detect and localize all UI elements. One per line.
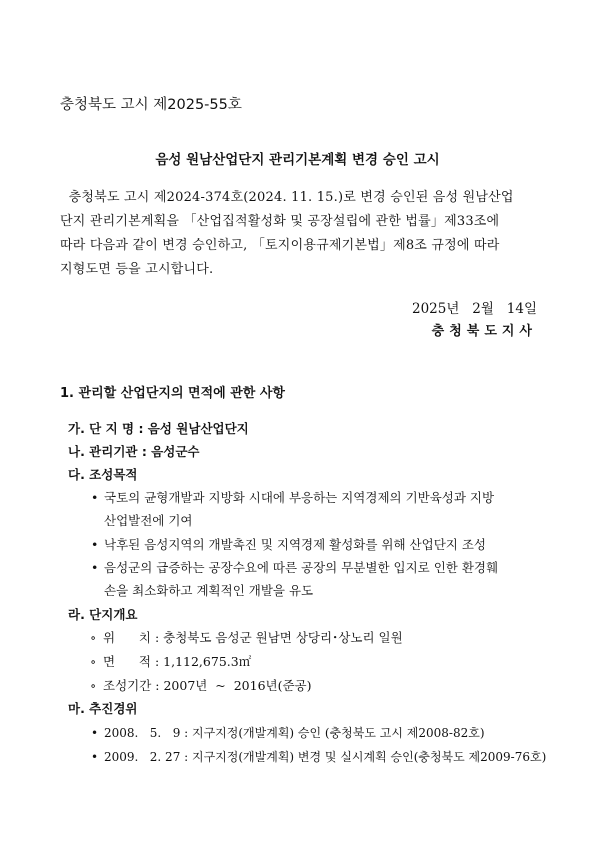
history-entry-2 bbox=[91, 748, 546, 765]
body-line-1: 충청북도 고시 제2024-374호(2024. 11. 15.)로 변경 승인된 음성 원남산업 bbox=[60, 190, 514, 205]
overview-text: 조성기간 : 2007년 ~ 2016년(준공) bbox=[103, 678, 312, 693]
item-managing-agency: 나. 관리기관 : 음성군수 bbox=[68, 444, 200, 459]
purpose-bullet-1-cont: 산업발전에 기여 bbox=[104, 513, 193, 528]
purpose-bullet-2 bbox=[91, 535, 486, 553]
purpose-bullet-1 bbox=[91, 488, 494, 506]
document-title: 음성 원남산업단지 관리기본계획 변경 승인 고시 bbox=[155, 152, 440, 168]
body-line-3: 따라 다음과 같이 변경 승인하고, 「토지이용규제기본법」제8조 규정에 따라 bbox=[60, 238, 500, 253]
notice-date: 2025년 2월 14일 bbox=[412, 301, 537, 317]
overview-area bbox=[90, 652, 251, 670]
bullet-icon: • bbox=[91, 537, 99, 552]
item-overview-heading: 라. 단지개요 bbox=[68, 607, 138, 622]
notice-number: 충청북도 고시 제2025-55호 bbox=[60, 97, 242, 113]
circle-bullet-icon: ∘ bbox=[90, 654, 97, 669]
body-line-4: 지형도면 등을 고시합니다. bbox=[60, 262, 214, 277]
bullet-icon: • bbox=[91, 726, 99, 740]
bullet-icon: • bbox=[91, 490, 99, 505]
bullet-icon: • bbox=[91, 560, 99, 575]
overview-text: 면 적 : 1,112,675.3㎡ bbox=[103, 654, 252, 669]
history-entry-1 bbox=[91, 724, 485, 741]
overview-period bbox=[90, 676, 312, 694]
history-text: 2009. 2. 27 : 지구지정(개발계획) 변경 및 실시계획 승인(충청북도 제2009-76호) bbox=[104, 750, 547, 764]
section-1-title: 1. 관리할 산업단지의 면적에 관한 사항 bbox=[60, 386, 285, 401]
history-text: 2008. 5. 9 : 지구지정(개발계획) 승인 (충청북도 고시 제2008-82호) bbox=[104, 726, 485, 740]
overview-text: 위 치 : 충청북도 음성군 원남면 상당리･상노리 일원 bbox=[103, 630, 403, 645]
issuer-governor: 충청북도지사 bbox=[431, 324, 537, 339]
bullet-icon: • bbox=[91, 750, 99, 764]
item-complex-name: 가. 단 지 명 : 음성 원남산업단지 bbox=[68, 421, 249, 436]
purpose-text: 음성군의 급증하는 공장수요에 따른 공장의 무분별한 입지로 인한 환경훼 bbox=[104, 560, 499, 575]
circle-bullet-icon: ∘ bbox=[90, 630, 97, 645]
body-line-2: 단지 관리기본계획을 「산업집적활성화 및 공장설립에 관한 법률」제33조에 bbox=[60, 214, 500, 229]
purpose-text: 국토의 균형개발과 지방화 시대에 부응하는 지역경제의 기반육성과 지방 bbox=[104, 490, 495, 505]
item-history-heading: 마. 추진경위 bbox=[68, 701, 138, 716]
item-purpose-heading: 다. 조성목적 bbox=[68, 467, 138, 482]
overview-location bbox=[90, 628, 403, 646]
purpose-bullet-3 bbox=[91, 558, 498, 576]
purpose-text: 낙후된 음성지역의 개발촉진 및 지역경제 활성화를 위해 산업단지 조성 bbox=[104, 537, 486, 552]
purpose-bullet-3-cont: 손을 최소화하고 계획적인 개발을 유도 bbox=[104, 583, 314, 598]
circle-bullet-icon: ∘ bbox=[90, 678, 97, 693]
